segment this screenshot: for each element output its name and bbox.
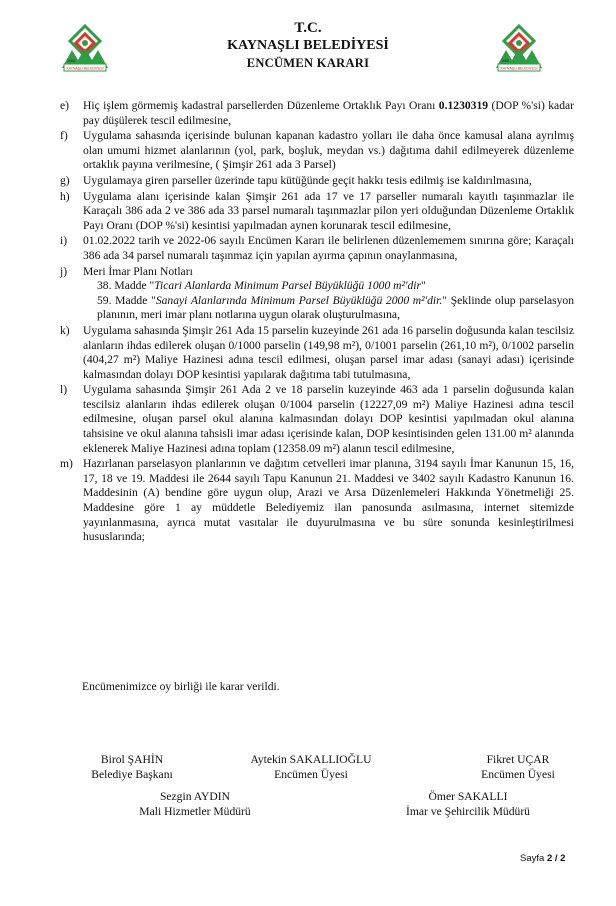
header-municipality: KAYNAŞLI BELEDİYESİ [227,38,389,53]
list-item [60,265,574,323]
signature-block [62,753,202,782]
item-text: Uygulama sahasında içerisinde bulunan kapanan kadastro yolları ile daha önce kamusal alana ayrılmış olan umumi hizmet alanlarının (yol, park, boşluk, meydan vs.) dağıtıma dahil edilmeyerek düzenleme ortaklık payına verilmesine, ( Şimşir 261 ada 3 Parsel) [83,129,574,172]
item-label: i) [60,234,68,248]
item-label: j) [60,264,68,278]
item-text: Uygulama sahasında Şimşir 261 Ada 15 parselin kuzeyinde 261 ada 16 parselin doğusunda kalan tescilsiz alanların ihdas edilerek oluşan 0/1000 parselin (149,98 m²), 0/1001 parselin (261,10 m²), 0/1002 parselin (404,27 m²) Maliye Hazinesi adına tescil edilmesi, oluşan parsel imar adası (sanayi adası) içerisinde kalmasından dolayı DOP kesintisi yapılarak dağıtıma tabi tutulmasına, [83,323,574,381]
dop-ratio: 0.1230319 [438,99,489,112]
item-label: h) [60,189,70,203]
list-item [60,324,574,382]
list-item [60,457,574,545]
header-tc: T.C. [294,20,322,36]
item-label: m) [60,457,73,471]
item-label: l) [60,383,68,397]
item-text: Hazırlanan parselasyon planlarının ve dağıtım cetvelleri imar planına, 3194 sayılı İmar Kanunun 15, 16, 17, 18 ve 19. Maddesi ile 2644 sayılı Tapu Kanunun 21. Maddesi ve 3402 sayılı Kadastro Kanunun 16. Maddesinin (A) bendine göre uygun olup, Arazi ve Arsa Düzenlemeleri Hakkında Yönetmeliği 25. Maddesine göre 1 ay müddetle Belediyemiz ilan panosunda asılmasına, internet sitemizde yayınlanmasına, ayrıca mutat vasıtalar ile duyurulmasına ve bu süre sonunda kesinleştirilmesi hususlarında; [83,457,574,544]
signatory-name: Ömer SAKALLI [428,790,508,803]
signatory-name: Birol ŞAHİN [100,753,164,766]
header-document-type: ENCÜMEN KARARI [246,56,370,70]
list-item [60,383,574,456]
article-59: 59. Madde "Sanayi Alanlarında Minimum Parsel Büyüklüğü 2000 m²'dir." Şeklinde olup parselasyon planının, meri imar planı notlarına uygun olarak oluşturulmasına, [97,293,574,322]
signature-block [120,790,270,819]
signatory-title: Encümen Üyesi [274,767,348,781]
item-text: Uygulama alanı içerisinde kalan Şimşir 261 ada 17 ve 17 parseller numaralı kayıtlı taşınmazlar ile Karaçalı 386 ada 2 ve 386 ada 33 parsel numaralı taşınmazlar pilon yeri olduğundan Düzenleme Ortaklık Payı Oranı (DOP %'si) kesintisi yapılmadan aynen korunarak tescil edilmesine, [83,189,574,232]
list-item [60,174,574,189]
signature-block [236,753,386,782]
svg-text:KAYNAŞLI BELEDİYESİ: KAYNAŞLI BELEDİYESİ [500,66,538,71]
signatory-name: Fikret UÇAR [486,753,550,766]
closing-statement: Encümenimizce oy birliği ile karar verildi. [82,680,280,693]
signature-block [388,790,548,819]
svg-text:KAYNAŞLI BELEDİYESİ: KAYNAŞLI BELEDİYESİ [66,66,104,71]
signatory-name: Sezgin AYDIN [159,790,231,803]
signatory-title: Belediye Başkanı [91,767,173,781]
svg-text:1968: 1968 [501,59,509,63]
list-item [60,234,574,263]
item-label: k) [60,323,70,337]
item-label: e) [60,99,70,112]
list-item [60,129,574,173]
decision-body [60,99,574,546]
plan-notes-heading: Meri İmar Planı Notları [83,264,193,278]
item-text: Uygulama sahasında Şimşir 261 Ada 2 ve 18 parselin kuzeyinde 463 ada 1 parselin doğusunda kalan tescilsiz alanların ihdas edilerek oluşan 0/1004 parselin (12227,09 m²) Maliye Hazinesi adına tescil edilmesine, oluşan parsel okul alanına kalmasından dolayı DOP kesintisi yapılmadan okul alanına tahsisine ve okul alanına tahsisli imar adası içerisinde kalan, DOP kesintisinden gelen 131.00 m² alanında eklenerek Maliye Hazinesi adına toplam (12358.09 m²) alanın tescil edilmesine, [83,383,574,455]
signature-block [458,753,578,782]
page-number: Sayfa 2 / 2 [520,853,566,864]
item-label: f) [60,129,68,143]
svg-text:1968: 1968 [67,59,75,63]
item-text: Hiç işlem görmemiş kadastral parsellerden Düzenleme Ortaklık Payı Oranı 0.1230319 (DOP %'si) kadar pay düşülerek tescil edilmesine, [83,99,574,127]
list-item [60,99,574,128]
signatory-title: Encümen Üyesi [481,767,555,781]
list-item [60,190,574,234]
signatory-title: İmar ve Şehircilik Müdürü [406,804,530,818]
signatory-name: Aytekin SAKALLIOĞLU [250,753,372,766]
municipality-logo [492,24,546,78]
article-38: 38. Madde "Ticari Alanlarda Minimum Parsel Büyüklüğü 1000 m²'dir" [97,279,426,293]
item-text [83,265,574,323]
item-text: Uygulamaya giren parseller üzerinde tapu kütüğünde geçit hakkı tesis edilmiş ise kaldırılmasına, [83,173,532,187]
item-text: 01.02.2022 tarih ve 2022-06 sayılı Encümen Kararı ile belirlenen düzenlememem sınırına göre; Karaçalı 386 ada 34 parsel numaralı taşınmaz için yapılan ayırma çapının onaylanmasına, [83,234,574,262]
item-label: g) [60,173,70,187]
document-header [0,0,616,100]
signatory-title: Mali Hizmetler Müdürü [139,804,251,818]
